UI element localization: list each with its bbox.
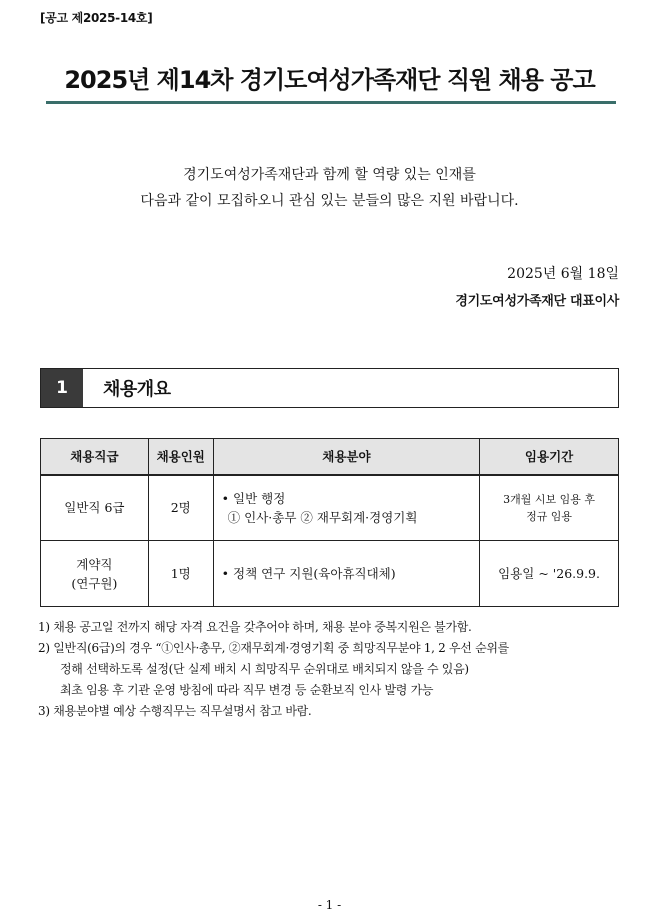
- header-count: 채용인원: [148, 439, 213, 475]
- cell-rank: 일반직 6급: [41, 475, 149, 541]
- table-row: [41, 541, 619, 607]
- period-line: 3개월 시보 임용 후: [503, 492, 596, 506]
- intro-line-1: 경기도여성가족재단과 함께 할 역량 있는 인재를: [183, 167, 476, 183]
- cell-field: • 정책 연구 지원(육아휴직대체): [213, 541, 479, 607]
- intro-text: [0, 162, 659, 214]
- note-item: 3) 채용분야별 예상 수행직무는 직무설명서 참고 바람.: [38, 704, 312, 718]
- note-item-continued: 정해 선택하도록 설정(단 실제 배치 시 희망직무 순위대로 배치되지 않을 수 있음): [60, 662, 469, 676]
- notice-number: [공고 제2025-14호]: [40, 11, 153, 25]
- notes: [38, 617, 628, 722]
- header-period: 임용기간: [480, 439, 619, 475]
- cell-period: 임용일 ~ '26.9.9.: [480, 541, 619, 607]
- rank-line: (연구원): [71, 575, 118, 591]
- section-number: 1: [41, 369, 83, 407]
- intro-line-2: 다음과 같이 모집하오니 관심 있는 분들의 많은 지원 바랍니다.: [140, 193, 519, 209]
- announcement-date: 2025년 6월 18일: [507, 266, 619, 282]
- note-item-continued: 최초 임용 후 기관 운영 방침에 따라 직무 변경 등 순환보직 인사 발령 가능: [60, 683, 434, 697]
- cell-count: 2명: [148, 475, 213, 541]
- section-header: [40, 368, 619, 408]
- title-divider: [46, 101, 616, 104]
- signer: 경기도여성가족재단 대표이사: [455, 294, 619, 309]
- cell-count: 1명: [148, 541, 213, 607]
- note-item: 2) 일반직(6급)의 경우 “①인사·총무, ②재무회계·경영기획 중 희망직무분야 1, 2 우선 순위를: [38, 641, 509, 655]
- cell-rank: [41, 541, 149, 607]
- section-title: 채용개요: [103, 379, 171, 400]
- recruitment-table: [40, 438, 619, 607]
- header-rank: 채용직급: [41, 439, 149, 475]
- page-number: - 1 -: [317, 898, 342, 912]
- table-row: [41, 475, 619, 541]
- field-line: ① 인사·총무 ② 재무회계·경영기획: [227, 509, 418, 525]
- rank-line: 계약직: [76, 556, 113, 572]
- cell-period: [480, 475, 619, 541]
- header-field: 채용분야: [213, 439, 479, 475]
- page-title: 2025년 제14차 경기도여성가족재단 직원 채용 공고: [64, 66, 595, 94]
- period-line: 정규 임용: [526, 509, 573, 523]
- table-header-row: [41, 439, 619, 475]
- field-line: • 일반 행정: [221, 490, 286, 506]
- cell-field: [213, 475, 479, 541]
- note-item: 1) 채용 공고일 전까지 해당 자격 요건을 갖추어야 하며, 채용 분야 중복지원은 불가함.: [38, 620, 472, 634]
